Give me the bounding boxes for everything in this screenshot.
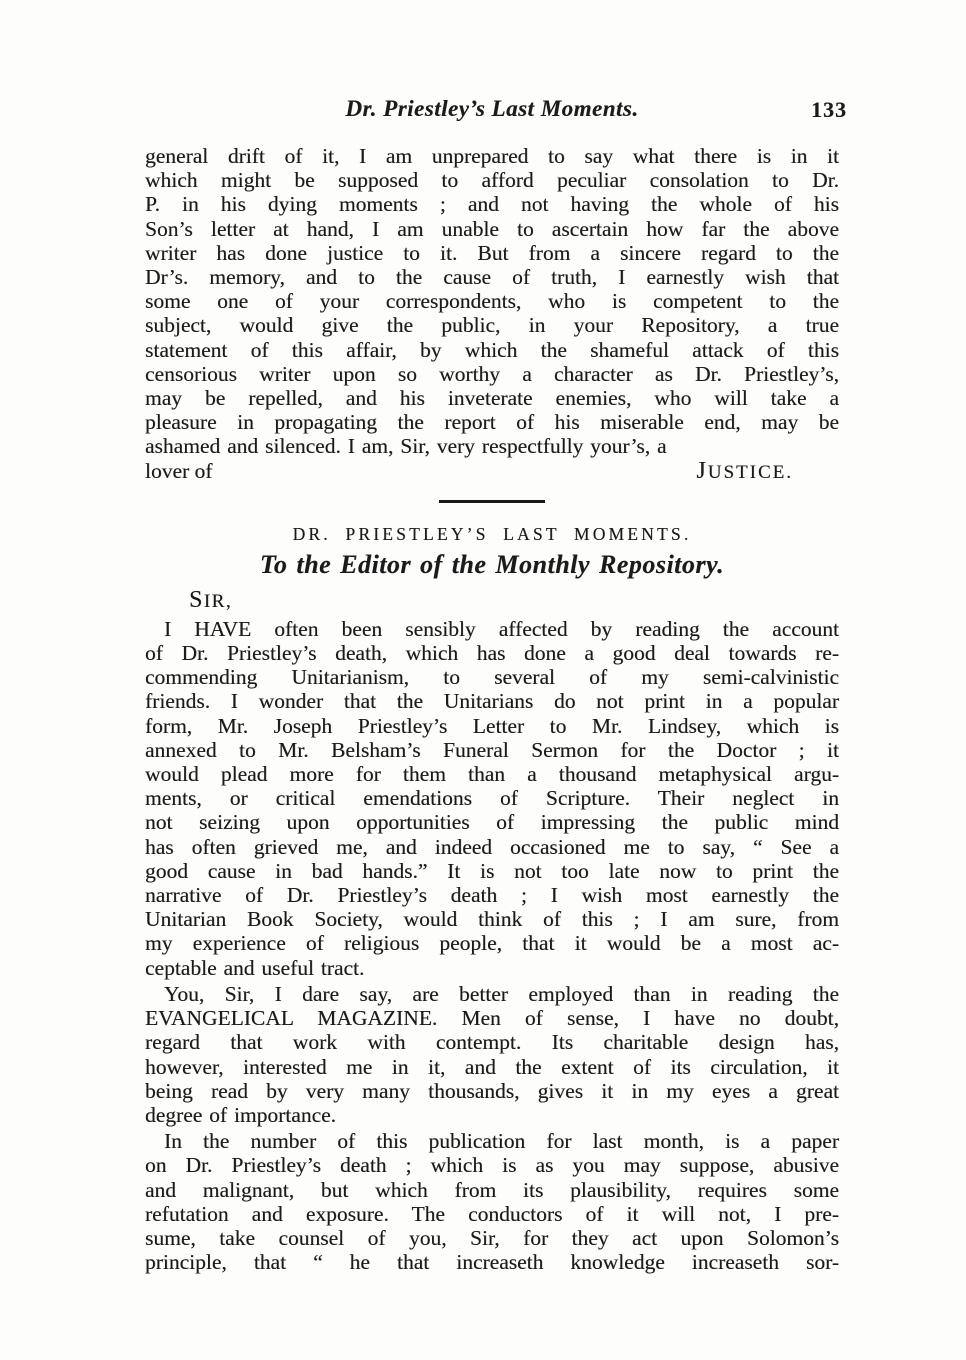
text-line: commending Unitarianism, to several of my semi-calvinistic bbox=[145, 665, 839, 690]
text-line: subject, would give the public, in your Repository, a true bbox=[145, 313, 839, 338]
text-line: sume, take counsel of you, Sir, for they act upon Solomon’s bbox=[145, 1225, 839, 1250]
text-line: censorious writer upon so worthy a character as Dr. Priestley’s, bbox=[145, 361, 839, 386]
running-header-title: Dr. Priestley’s Last Moments. bbox=[345, 96, 639, 121]
text-line: pleasure in propagating the report of his miserable end, may be bbox=[145, 410, 839, 435]
text-line: my experience of religious people, that it would be a most ac- bbox=[145, 931, 839, 956]
text-line: and malignant, but which from its plausibility, requires some bbox=[145, 1177, 839, 1202]
letter-closing-text: lover of bbox=[145, 458, 213, 483]
text-line: principle, that “ he that increaseth knowledge increaseth sor- bbox=[145, 1250, 839, 1275]
page-number: 133 bbox=[811, 97, 847, 122]
article-salutation: SIR, bbox=[189, 586, 233, 613]
letter-continuation-section bbox=[145, 144, 839, 485]
text-line: EVANGELICAL MAGAZINE. Men of sense, I have no doubt, bbox=[145, 1006, 839, 1031]
text-column bbox=[145, 96, 847, 1275]
article-section bbox=[145, 524, 839, 1274]
text-line: of Dr. Priestley’s death, which has done a good deal towards re- bbox=[145, 641, 839, 666]
text-line: ceptable and useful tract. bbox=[145, 955, 365, 980]
text-line: regard that work with contempt. Its charitable design has, bbox=[145, 1030, 839, 1055]
text-line: writer has done justice to it. But from a sincere regard to the bbox=[145, 240, 839, 265]
section-divider-rule bbox=[439, 500, 545, 503]
letter-closing-line bbox=[145, 459, 839, 485]
text-line: some one of your correspondents, who is competent to the bbox=[145, 289, 839, 314]
text-line: on Dr. Priestley’s death ; which is as you may suppose, abusive bbox=[145, 1153, 839, 1178]
text-line: good cause in bad hands.” It is not too late now to print the bbox=[145, 858, 839, 883]
text-line: ments, or critical emendations of Scripture. Their neglect in bbox=[145, 786, 839, 811]
text-line: form, Mr. Joseph Priestley’s Letter to Mr. Lindsey, which is bbox=[145, 713, 839, 738]
text-line: has often grieved me, and indeed occasioned me to say, “ See a bbox=[145, 834, 839, 859]
article-paragraph-3 bbox=[145, 1129, 839, 1274]
text-line: being read by very many thousands, gives it in my eyes a great bbox=[145, 1078, 839, 1103]
article-paragraph-1 bbox=[145, 617, 839, 980]
article-subtitle: To the Editor of the Monthly Repository. bbox=[259, 549, 725, 579]
text-line: which might be supposed to afford peculiar consolation to Dr. bbox=[145, 168, 839, 193]
text-line: refutation and exposure. The conductors of it will not, I pre- bbox=[145, 1201, 839, 1226]
text-line: Unitarian Book Society, would think of this ; I am sure, from bbox=[145, 907, 839, 932]
letter-continuation-paragraph bbox=[145, 144, 839, 459]
text-line: You, Sir, I dare say, are better employed than in reading the bbox=[164, 981, 839, 1006]
text-line: would plead more for them than a thousand metaphysical argu- bbox=[145, 762, 839, 787]
text-line: narrative of Dr. Priestley’s death ; I wish most earnestly the bbox=[145, 883, 839, 908]
text-line: In the number of this publication for last month, is a paper bbox=[164, 1129, 839, 1154]
text-line: annexed to Mr. Belsham’s Funeral Sermon for the Doctor ; it bbox=[145, 737, 839, 762]
text-line: degree of importance. bbox=[145, 1102, 337, 1127]
article-title: DR. PRIESTLEY’S LAST MOMENTS. bbox=[292, 523, 692, 544]
text-line: friends. I wonder that the Unitarians do not print in a popular bbox=[145, 689, 839, 714]
text-line: ashamed and silenced. I am, Sir, very respectfully your’s, a bbox=[145, 434, 667, 459]
running-header bbox=[145, 96, 847, 128]
text-line: P. in his dying moments ; and not having the whole of his bbox=[145, 192, 839, 217]
text-line: not seizing upon opportunities of impressing the public mind bbox=[145, 810, 839, 835]
text-line: Son’s letter at hand, I am unable to ascertain how far the above bbox=[145, 216, 839, 241]
text-line: may be repelled, and his inveterate enemies, who will take a bbox=[145, 386, 839, 411]
text-line: statement of this affair, by which the shameful attack of this bbox=[145, 337, 839, 362]
letter-signature: JUSTICE. bbox=[696, 457, 793, 484]
text-line: I HAVE often been sensibly affected by reading the account bbox=[164, 616, 839, 641]
text-line: general drift of it, I am unprepared to say what there is in it bbox=[145, 144, 839, 168]
article-paragraph-2 bbox=[145, 982, 839, 1127]
text-line: Dr’s. memory, and to the cause of truth, I earnestly wish that bbox=[145, 265, 839, 290]
text-line: however, interested me in it, and the extent of its circulation, it bbox=[145, 1054, 839, 1079]
